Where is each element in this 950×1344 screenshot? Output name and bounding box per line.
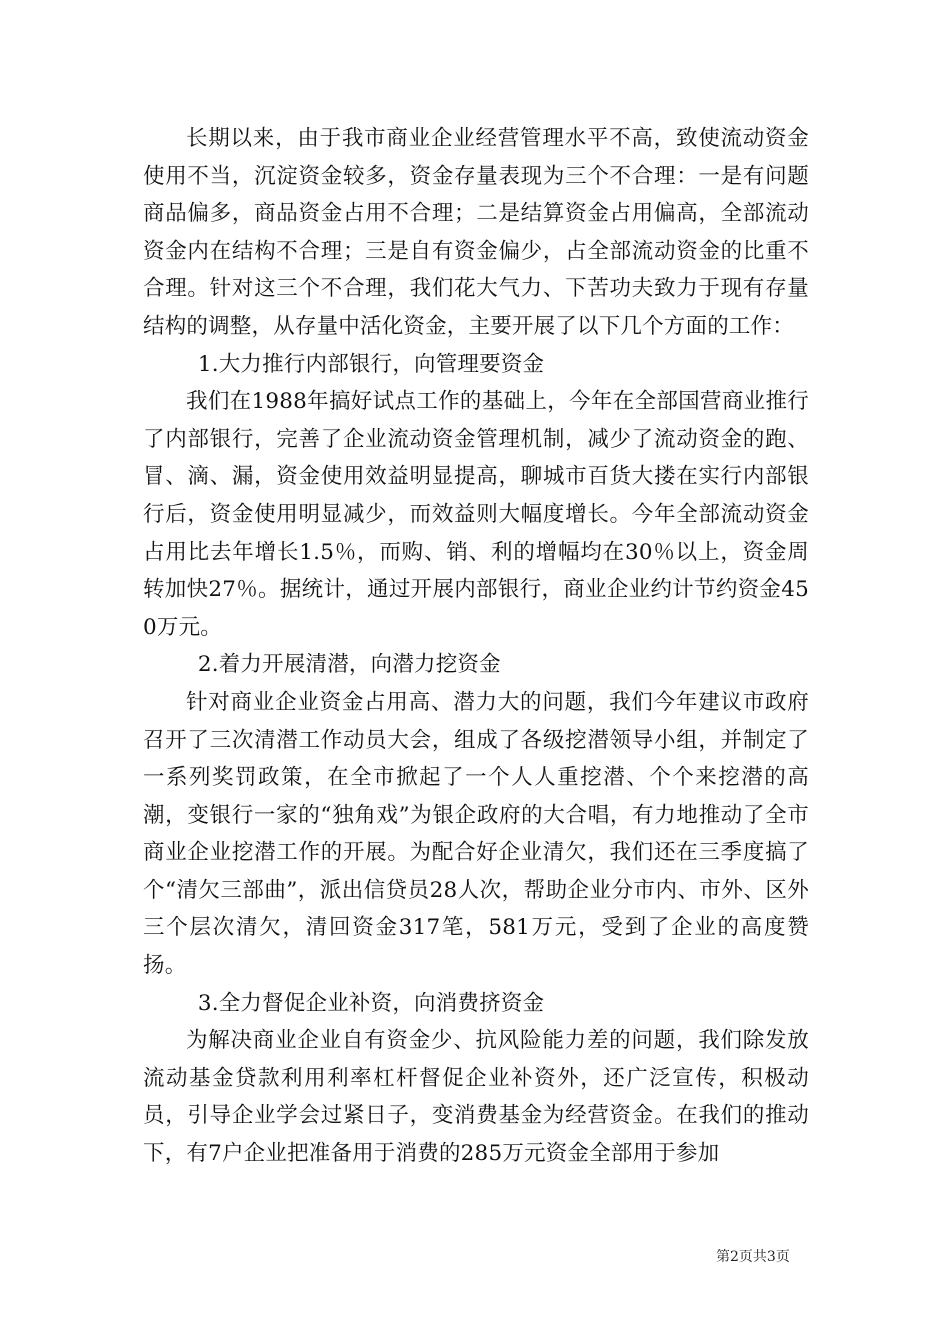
- section-heading-2: 2.着力开展清潜，向潜力挖资金: [197, 652, 501, 678]
- paragraph-intro: 长期以来，由于我市商业企业经营管理水平不高，致使流动资金使用不当，沉淀资金较多，资金存量表现为三个不合理：一是有问题商品偏多，商品资金占用不合理；二是结算资金占用偏高，全部流动资金内在结构不合理；三是自有资金偏少，占全部流动资金的比重不合理。针对这三个不合理，我们花大气力、下苦功夫致力于现有存量结构的调整，从存量中活化资金，主要开展了以下几个方面的工作：: [143, 126, 809, 339]
- paragraph-capital-supplement: 为解决商业企业自有资金少、抗风险能力差的问题，我们除发放流动基金贷款利用利率杠杆督促企业补资外，还广泛宣传，积极动员，引导企业学会过紧日子，变消费基金为经营资金。在我们的推动下，有7户企业把准备用于消费的285万元资金全部用于参加: [143, 1028, 809, 1167]
- page-number-footer: 第2页共3页: [716, 1249, 790, 1265]
- paragraph-clearing-potential: 针对商业企业资金占用高、潜力大的问题，我们今年建议市政府召开了三次清潜工作动员大会，组成了各级挖潜领导小组，并制定了一系列奖罚政策，在全市掀起了一个人人重挖潜、个个来挖潜的高潮，变银行一家的“独角戏”为银企政府的大合唱，有力地推动了全市商业企业挖潜工作的开展。为配合好企业清欠，我们还在三季度搞了个“清欠三部曲”，派出信贷员28人次，帮助企业分市内、市外、区外三个层次清欠，清回资金317笔，581万元，受到了企业的高度赞扬。: [143, 689, 809, 979]
- section-heading-1: 1.大力推行内部银行，向管理要资金: [197, 351, 545, 377]
- paragraph-internal-bank: 我们在1988年搞好试点工作的基础上，今年在全部国营商业推行了内部银行，完善了企业流动资金管理机制，减少了流动资金的跑、冒、滴、漏，资金使用效益明显提高，聊城市百货大搂在实行内部银行后，资金使用明显减少，而效益则大幅度增长。今年全部流动资金占用比去年增长1.5％，而购、销、利的增幅均在30％以上，资金周转加快27％。据统计，通过开展内部银行，商业企业约计节约资金450万元。: [143, 389, 809, 640]
- document-body: [143, 120, 809, 1173]
- section-heading-3: 3.全力督促企业补资，向消费挤资金: [197, 990, 545, 1016]
